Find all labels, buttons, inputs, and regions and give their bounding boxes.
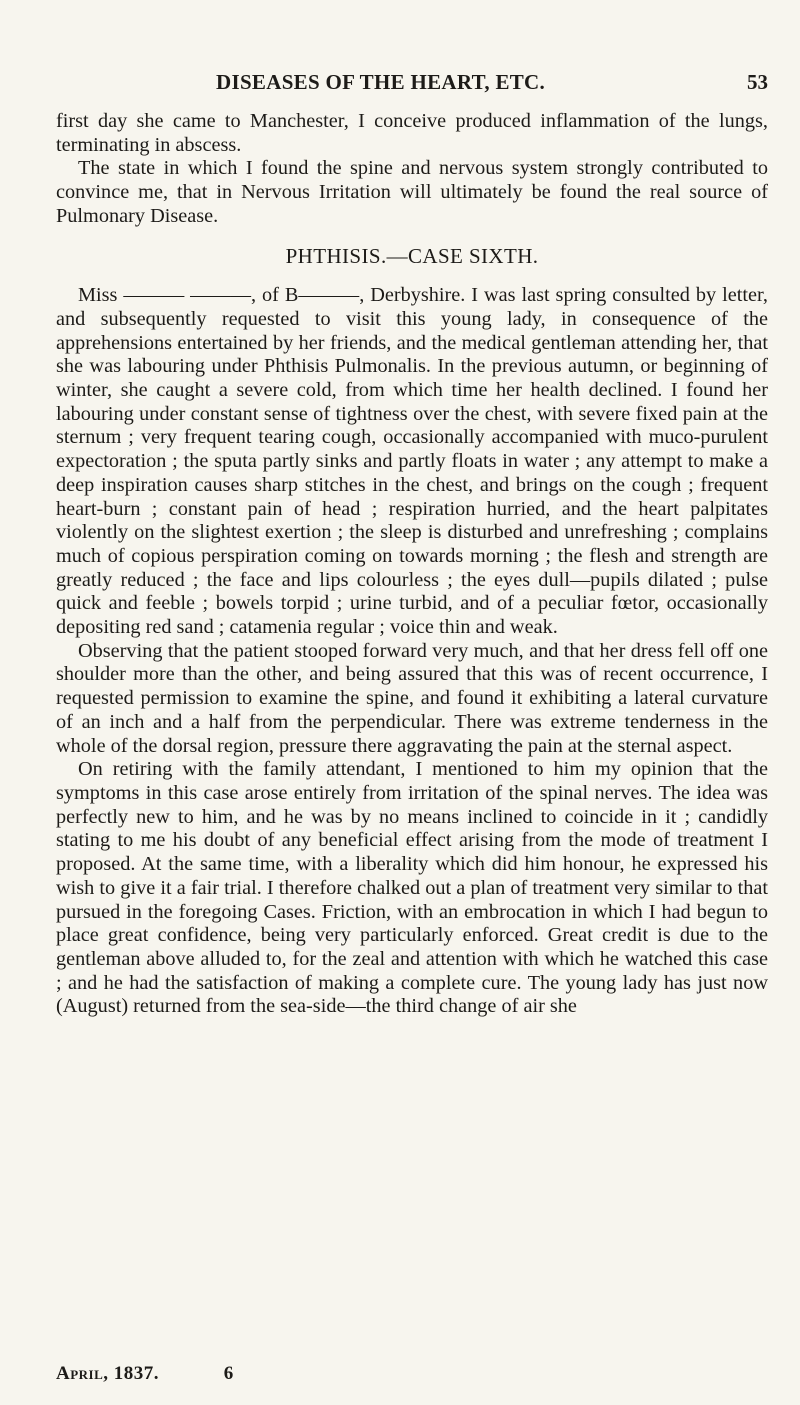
page-footer	[56, 1363, 768, 1385]
paragraph-continued: first day she came to Manchester, I conceive produced inflammation of the lungs, terminating in abscess.	[56, 110, 768, 156]
running-head	[56, 70, 768, 100]
running-title: DISEASES OF THE HEART, ETC.	[216, 70, 546, 94]
paragraph-case: Miss ——— ———, of B———, Derbyshire. I was last spring consulted by letter, and subsequently requested to visit this young lady, in consequence of the apprehensions entertained by her friends, and the medical gentleman attending her, that she was labouring under Phthisis Pulmonalis. In the previous autumn, or beginning of winter, she caught a severe cold, from which time her health declined. I found her labouring under constant sense of tightness over the chest, with severe fixed pain at the sternum ; very frequent tearing cough, occasionally accompanied with muco-purulent expectoration ; the sputa partly sinks and partly floats in water ; any attempt to make a deep inspiration causes sharp stitches in the chest, and brings on the cough ; frequent heart-burn ; constant pain of head ; respiration hurried, and the heart palpitates violently on the slightest exertion ; the sleep is disturbed and unrefreshing ; complains much of copious perspiration coming on towards morning ; the flesh and strength are greatly reduced ; the face and lips colourless ; the eyes dull—pupils dilated ; pulse quick and feeble ; bowels torpid ; urine turbid, and of a peculiar fœtor, occasionally depositing red sand ; catamenia regular ; voice thin and weak.	[56, 284, 768, 639]
page-number: 53	[747, 70, 768, 94]
section-heading: PHTHISIS.—CASE SIXTH.	[285, 243, 539, 268]
paragraph-observing: Observing that the patient stooped forward very much, and that her dress fell off one shoulder more than the other, and being assured that this was of recent occurrence, I requested permission to examine the spine, and found it exhibiting a lateral curvature of an inch and a half from the perpendicular. There was extreme tenderness in the whole of the dorsal region, pressure there aggravating the pain at the sternal aspect.	[56, 639, 768, 757]
book-page	[56, 0, 768, 1405]
body-text	[56, 110, 768, 1019]
signature-number: 6	[223, 1363, 234, 1384]
paragraph-spine: The state in which I found the spine and nervous system strongly contributed to convince me, that in Nervous Irritation will ultimately be found the real source of Pulmonary Disease.	[56, 157, 768, 227]
paragraph-retiring: On retiring with the family attendant, I mentioned to him my opinion that the symptoms in this case arose entirely from irritation of the spinal nerves. The idea was perfectly new to him, and he was by no means inclined to coincide in it ; candidly stating to me his doubt of any beneficial effect arising from the mode of treatment I proposed. At the same time, with a liberality which did him honour, he expressed his wish to give it a fair trial. I therefore chalked out a plan of treatment very similar to that pursued in the foregoing Cases. Friction, with an embrocation in which I had begun to place great confidence, being very particularly enforced. Great credit is due to the gentleman above alluded to, for the zeal and attention with which he watched this case ; and he had the satisfaction of making a complete cure. The young lady has just now (August) returned from the sea-side—the third change of air she	[56, 758, 768, 1018]
signature-mark: April, 1837.	[56, 1363, 160, 1384]
